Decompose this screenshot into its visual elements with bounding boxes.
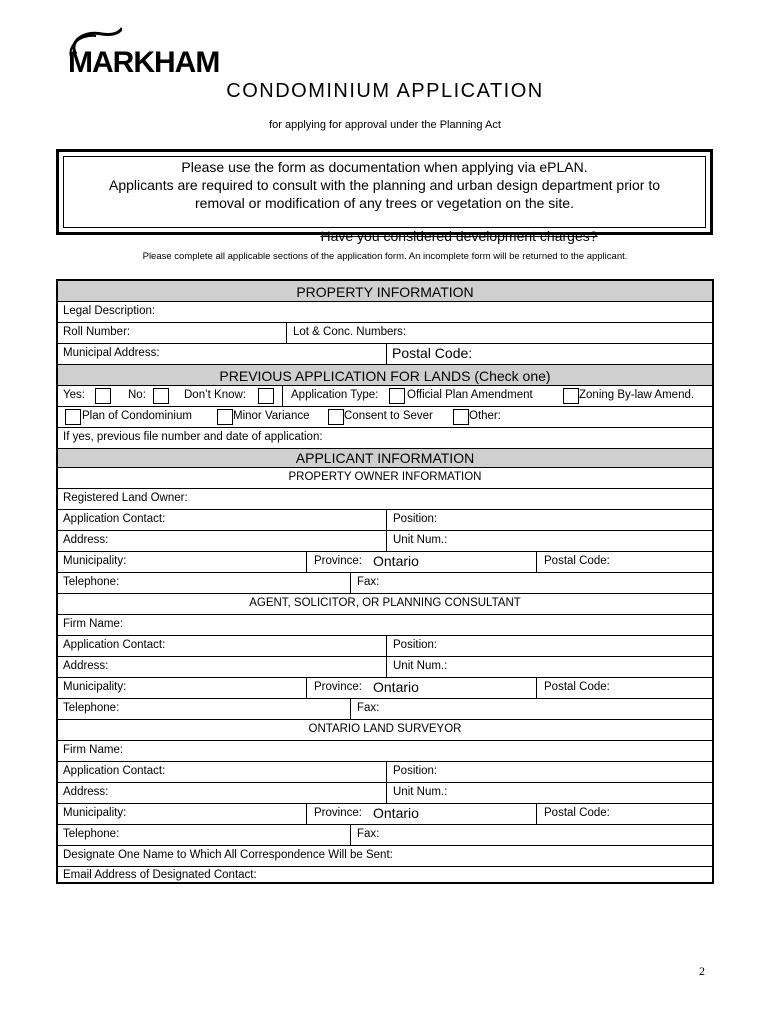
applicant-section-header: APPLICANT INFORMATION (58, 449, 712, 468)
roll-number-field[interactable]: Roll Number: (63, 326, 131, 338)
agent-province-field[interactable]: Province: Ontario (306, 678, 537, 698)
lot-conc-field[interactable]: Lot & Conc. Numbers: (286, 323, 712, 343)
owner-municipality-field[interactable]: Municipality: (63, 555, 127, 567)
minor-variance-checkbox[interactable] (217, 409, 233, 425)
surveyor-province-field[interactable]: Province: Ontario (306, 804, 537, 824)
agent-fax-field[interactable]: Fax: (350, 699, 712, 719)
agent-firm-field[interactable]: Firm Name: (58, 615, 712, 636)
agent-position-field[interactable]: Position: (386, 636, 712, 656)
previous-section-header: PREVIOUS APPLICATION FOR LANDS (Check one) (58, 365, 712, 386)
agent-subheader: AGENT, SOLICITOR, OR PLANNING CONSULTANT (58, 594, 712, 615)
property-postal-code-field[interactable]: Postal Code: (386, 344, 712, 364)
notice-box (56, 149, 713, 235)
surveyor-subheader: ONTARIO LAND SURVEYOR (58, 720, 712, 741)
owner-contact-field[interactable]: Application Contact: (63, 513, 166, 525)
owner-province-field[interactable]: Province: Ontario (306, 552, 537, 572)
owner-subheader: PROPERTY OWNER INFORMATION (58, 468, 712, 489)
surveyor-contact-field[interactable]: Application Contact: (63, 765, 166, 777)
owner-address-field[interactable]: Address: (63, 534, 109, 546)
surveyor-address-field[interactable]: Address: (63, 786, 109, 798)
page-number: 2 (699, 964, 705, 978)
notice-line-3: removal or modification of any trees or vegetation on the site. (195, 195, 574, 211)
owner-postal-code-field[interactable]: Postal Code: (536, 552, 712, 572)
surveyor-unit-field[interactable]: Unit Num.: (386, 783, 712, 803)
agent-unit-field[interactable]: Unit Num.: (386, 657, 712, 677)
owner-position-field[interactable]: Position: (386, 510, 712, 530)
previous-file-field[interactable]: If yes, previous file number and date of application: (58, 428, 712, 449)
notice-line-2: Applicants are required to consult with the planning and urban design department prior to (108, 177, 660, 193)
surveyor-municipality-field[interactable]: Municipality: (63, 807, 127, 819)
surveyor-firm-field[interactable]: Firm Name: (58, 741, 712, 762)
other-checkbox[interactable] (453, 409, 469, 425)
no-checkbox[interactable] (153, 388, 169, 404)
yes-checkbox[interactable] (95, 388, 111, 404)
page-title: CONDOMINIUM APPLICATION (226, 80, 544, 102)
application-form: PROPERTY INFORMATION Legal Description: Roll Number: Lot & Conc. Numbers: Municipal Address: Postal Code: PREVIOUS APPLICATION FOR LANDS (Check one) Yes: No: Don’t Know: Application Type: Official Plan Amendment Zoning By-law Amend. Plan of Condominium Minor Variance Consent to Sever Other: If yes, previous file number and date of application: APPLICANT INFORMATION PROPERTY OWNER INFORMATION Registered Land Owner: Application Contact: Position: Address: Unit Num.: Municipality: Province: Ontario Postal Code: Telephone: Fax: AGENT, SOLICITOR, OR PLANNING CONSULTANT Firm Name: Application Contact: Position: Address: Unit Num.: Municipality: Province: Ontario Postal Code: Telephone: Fax: ONTARIO LAND SURVEYOR Firm Name: Application Contact: Position: Address: Unit Num.: Municipality: Province: Ontario Postal Code: Telephone: Fax: Designate One Name to Which All Correspondence Will be Sent: Email Address of Designated Contact: (56, 279, 714, 884)
surveyor-telephone-field[interactable]: Telephone: (63, 828, 120, 840)
agent-telephone-field[interactable]: Telephone: (63, 702, 120, 714)
logo-wordmark: MARKHAM (68, 46, 220, 79)
opa-checkbox[interactable] (389, 388, 405, 404)
surveyor-postal-code-field[interactable]: Postal Code: (536, 804, 712, 824)
legal-description-field[interactable]: Legal Description: (58, 302, 712, 323)
markham-logo (62, 24, 226, 80)
agent-address-field[interactable]: Address: (63, 660, 109, 672)
property-section-header: PROPERTY INFORMATION (58, 281, 712, 302)
dont-know-checkbox[interactable] (258, 388, 274, 404)
owner-unit-field[interactable]: Unit Num.: (386, 531, 712, 551)
surveyor-fax-field[interactable]: Fax: (350, 825, 712, 845)
agent-postal-code-field[interactable]: Postal Code: (536, 678, 712, 698)
page-subtitle: for applying for approval under the Planning Act (269, 119, 501, 131)
consent-checkbox[interactable] (328, 409, 344, 425)
instructions-text: Please complete all applicable sections of the application form. An incomplete form will be returned to the applicant. (142, 251, 628, 262)
designate-name-field[interactable]: Designate One Name to Which All Correspondence Will be Sent: (58, 846, 712, 867)
municipal-address-field[interactable]: Municipal Address: (63, 347, 160, 359)
notice-line-1: Please use the form as documentation when applying via ePLAN. (181, 159, 588, 175)
plan-condo-checkbox[interactable] (65, 409, 81, 425)
owner-fax-field[interactable]: Fax: (350, 573, 712, 593)
designate-email-field[interactable]: Email Address of Designated Contact: (63, 869, 257, 881)
owner-telephone-field[interactable]: Telephone: (63, 576, 120, 588)
agent-contact-field[interactable]: Application Contact: (63, 639, 166, 651)
zba-checkbox[interactable] (563, 388, 579, 404)
struck-notice: Have you considered development charges? (320, 228, 598, 244)
agent-municipality-field[interactable]: Municipality: (63, 681, 127, 693)
registered-owner-field[interactable]: Registered Land Owner: (58, 489, 712, 510)
surveyor-position-field[interactable]: Position: (386, 762, 712, 782)
